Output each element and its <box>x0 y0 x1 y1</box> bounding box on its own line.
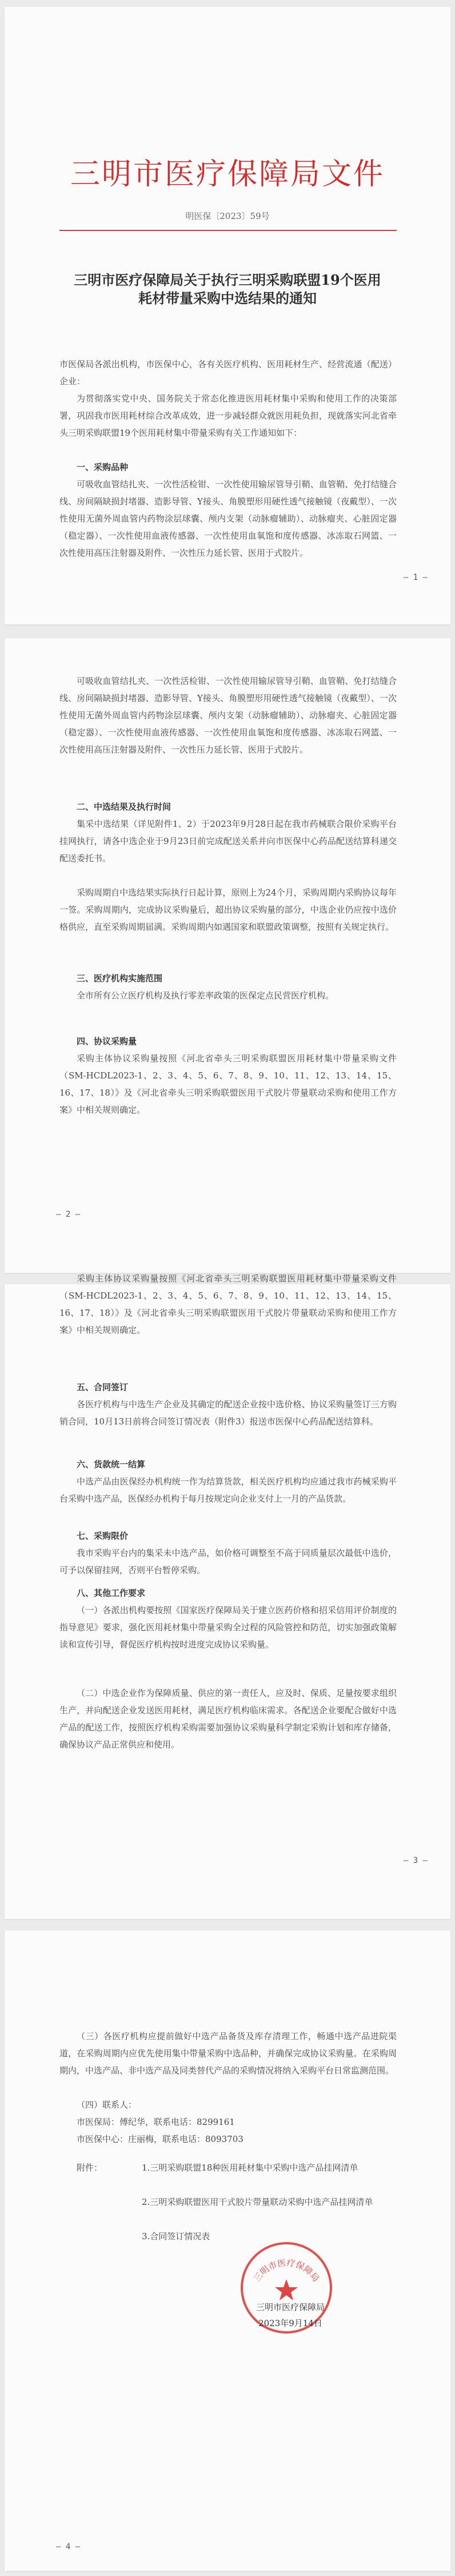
attachment-item: 2.三明采购联盟医用干式胶片带量联动采购中选产品挂网清单 <box>142 2197 373 2207</box>
contact-2: 市医保中心：庄丽梅，联系电话：8093703 <box>77 2134 244 2144</box>
section-heading-7: 七、采购限价 <box>77 1531 129 1541</box>
page-3 <box>5 1273 450 1919</box>
section-8-paragraph-1: （一）各派出机构要按照《国家医疗保障局关于建立医药价格和招采信用评价制度的指导意见》要求，强化医用耗材集中带量采购全过程的风险管控和防范，切实加强政策解读和宣传引导，督促医疗机构按时进度完成协议采购量。 <box>59 1605 397 1650</box>
intro-paragraph: 为贯彻落实党中央、国务院关于常态化推进医用耗材集中采购和使用工作的决策部署，巩固我市医用耗材综合改革成效，进一步减轻群众就医用耗负担，现就落实河北省牵头三明采购联盟19个医用耗材集中带量采购有关工作通知如下： <box>59 393 397 438</box>
page-number: — 2 — <box>56 1210 81 1219</box>
section-1-text-part1: 可吸收血管结扎夹、一次性活检钳、一次性使用输尿管导引鞘、血管鞘、免打结缝合线、房间隔缺损封堵器、造影导管、Y接头、角膜塑形用硬性透气接触镜（夜戴型）、一次性使用无菌外周血管内药物涂层球囊、颅内支架（动脉瘤辅助）、动脉瘤夹、心脏固定器（稳定器）、一次性使用血液传感器、一次性使用血氧饱和度传感器、冰冻取石网篮、一次性使用高压注射器及附件、一次性压力延长管、医用于式胶片。 <box>59 479 397 558</box>
section-4-text-continued <box>59 1273 397 1373</box>
section-heading-8: 八、其他工作要求 <box>77 1588 146 1598</box>
signature-date: 2023年9月14日 <box>258 2318 322 2328</box>
page-4 <box>5 1930 450 2571</box>
attachment-item: 3.合同签订情况表 <box>142 2231 210 2241</box>
document-number: 明医保〔2023〕59号 <box>185 211 270 221</box>
attachment-item: 1.三明采购联盟18种医用耗材集中采购中选产品挂网清单 <box>142 2163 358 2173</box>
page-number: — 4 — <box>56 2542 81 2551</box>
notice-title: 三明市医疗保障局关于执行三明采购联盟19个医用耗材带量采购中选结果的通知 <box>74 272 381 306</box>
section-4-text-continued-inner: 采购主体协议采购量按照《河北省牵头三明采购联盟医用耗材集中带量采购文件（SM-HCDL2023-1、2、3、4、5、6、7、8、9、10、11、12、13、14、15、16、17、18）》及《河北省牵头三明采购联盟医用干式胶片带量联动采购和使用工作方案》中相关规则确定。 <box>59 1273 397 1335</box>
section-1-text-continued <box>59 676 397 793</box>
page-1 <box>5 7 450 624</box>
section-heading-2: 二、中选结果及执行时间 <box>77 802 171 812</box>
section-2-paragraph-1: 集采中选结果（详见附件1、2）于2023年9月28日起在我市药械联合限价采购平台挂网执行，请各中选企业于9月23日前完成配送关系并向市医保中心药品配送结算科递交配送委托书。 <box>59 819 397 863</box>
salutation: 市医保局各派出机构，市医保中心，各有关医疗机构、医用耗材生产、经营流通（配送）企业： <box>59 359 397 387</box>
contact-1: 市医保局：傅纪华，联系电话：8299161 <box>77 2117 235 2127</box>
section-4-text-part1: 采购主体协议采购量按照《河北省牵头三明采购联盟医用耗材集中带量采购文件（SM-HCDL2023-1、2、3、4、5、6、7、8、9、10、11、12、13、14、15、16、17、18）》及《河北省牵头三明采购联盟医用干式胶片带量联动采购和使用工作方案》中相关规则确定。 <box>59 1053 397 1115</box>
section-8-paragraph-3: （三）各医疗机构应提前做好中选产品备货及库存清理工作，畅通中选产品进院渠道，在采购周期内应优先使用集中带量采购中选品种，并确保完成协议采购量。在采购周期内，中选产品、非中选产品及同类替代产品的采购情况将纳入采购平台日常监测范围。 <box>59 2031 397 2076</box>
attachments-label: 附件： <box>77 2163 103 2173</box>
section-5-text: 各医疗机构与中选生产企业及其确定的配送企业按中选价格、协议采购量签订三方购销合同，10月13日前将合同签订情况表（附件3）报送市医保中心药品配送结算科。 <box>59 1399 397 1427</box>
section-6-text: 中选产品由医保经办机构统一作为结算货款，相关医疗机构均应通过我市药械采购平台采购中选产品，医保经办机构于每月按规定向企业支付上一月的产品货款。 <box>59 1476 397 1504</box>
red-divider <box>59 230 397 231</box>
section-heading-4: 四、协议采购量 <box>77 1036 137 1046</box>
section-heading-6: 六、货款统一结算 <box>77 1459 146 1470</box>
section-heading-1: 一、采购品种 <box>77 462 129 472</box>
page-number: — 3 — <box>403 1856 428 1865</box>
seal-text: 三明市医疗保障局 <box>252 2258 321 2284</box>
page-number: — 1 — <box>403 573 428 582</box>
section-heading-5: 五、合同签订 <box>77 1382 129 1392</box>
section-2-paragraph-2: 采购周期自中选结果实际执行日起计算，原则上为24个月，采购周期内采购协议每年一签。采购周期内，完成协议采购量后，超出协议采购量的部分，中选企业仍应按中选价格供应，直至采购周期届满。采购周期内如遇国家和联盟政策调整，按照有关规定执行。 <box>59 887 397 932</box>
document-header-title: 三明市医疗保障局文件 <box>70 157 385 192</box>
signature-org: 三明市医疗保障局 <box>256 2302 325 2312</box>
page-2 <box>5 638 450 1273</box>
contact-heading: （四）联系人： <box>77 2100 137 2110</box>
section-3-text: 全市所有公立医疗机构及执行零差率政策的医保定点民营医疗机构。 <box>77 990 334 1001</box>
section-1-text-continued-inner: 可吸收血管结扎夹、一次性活检钳、一次性使用输尿管导引鞘、血管鞘、免打结缝合线、房间隔缺损封堵器、造影导管、Y接头、角膜塑形用硬性透气接触镜（夜戴型）、一次性使用无菌外周血管内药物涂层球囊、颅内支架（动脉瘤辅助）、动脉瘤夹、心脏固定器（稳定器）、一次性使用血液传感器、一次性使用血氧饱和度传感器、冰冻取石网篮、一次性使用高压注射器及附件、一次性压力延长管、医用于式胶片。 <box>59 676 397 755</box>
section-8-paragraph-2: （二）中选企业作为保障质量、供应的第一责任人，应及时、保质、足量按要求组织生产，并向配送企业发送医用耗材，满足医疗机构临床需求。各配送企业要配合做好中选产品的配送工作，按照医疗机构采购需要加强协议采购量科学制定采购计划和库存储备，确保协议产品正常供应和使用。 <box>59 1688 397 1750</box>
section-heading-3: 三、医疗机构实施范围 <box>77 973 163 984</box>
section-7-text: 我市采购平台内的集采未中选产品，如价格可调整至不高于同质量层次最低中选价，可予以保留挂网，否则平台暂停采购。 <box>59 1548 397 1575</box>
